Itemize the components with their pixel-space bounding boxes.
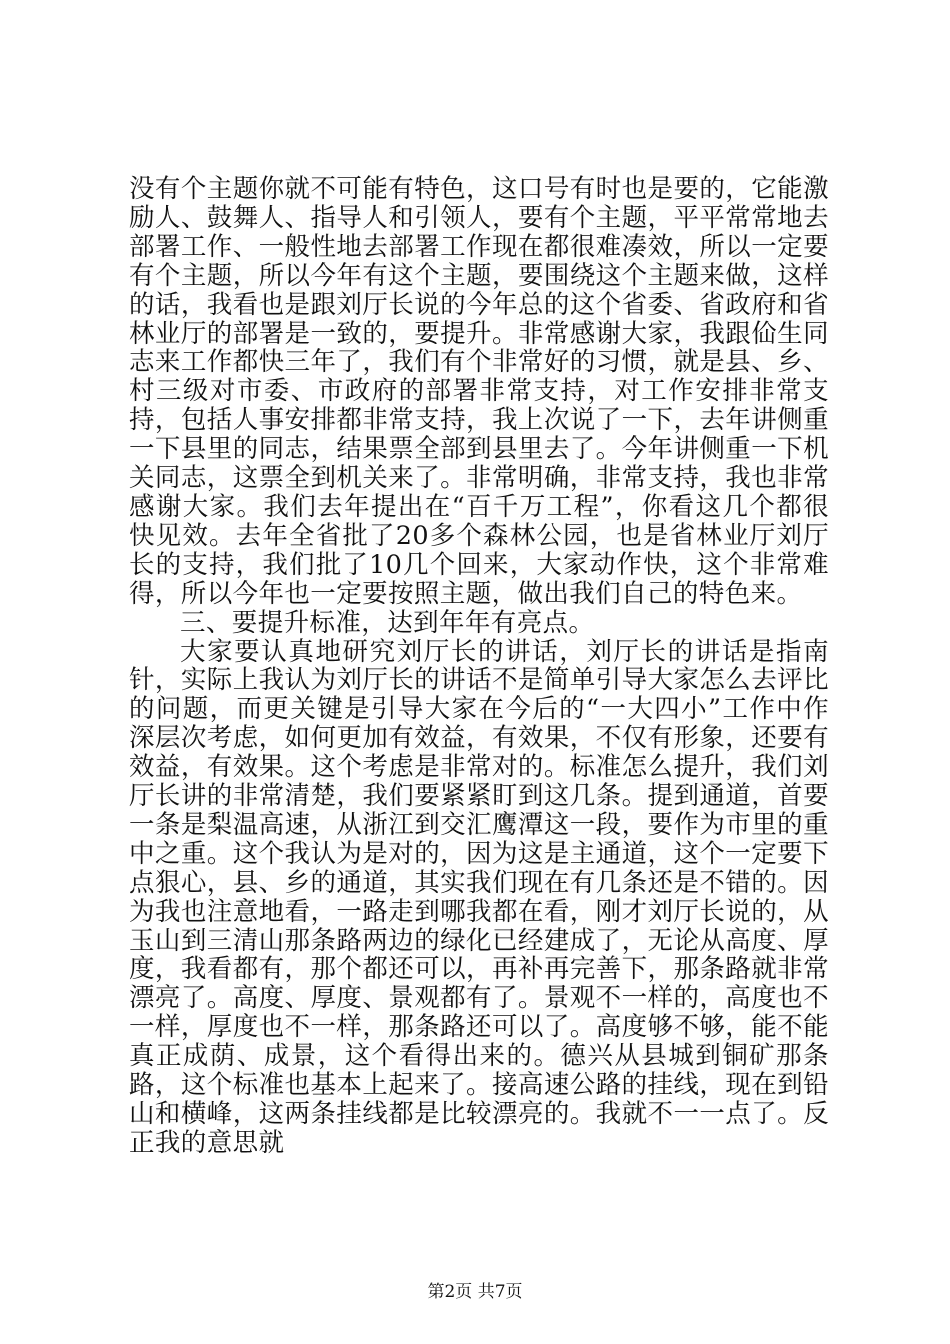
section-heading: 三、要提升标准，达到年年有亮点。 [180, 607, 595, 638]
page-number-footer: 第2页 共7页 [427, 1282, 523, 1302]
paragraph-body: 大家要认真地研究刘厅长的讲话，刘厅长的讲话是指南针，实际上我认为刘厅长的讲话不是简单引导大家怎么去评比的问题，而更关键是引导大家在今后的“一大四小”工作中作深层次考虑，如何更加有效益，有效果，不仅有形象，还要有效益，有效果。这个考虑是非常对的。标准怎么提升，我们刘厅长讲的非常清楚，我们要紧紧盯到这几条。提到通道，首要一条是梨温高速，从浙江到交汇鹰潭这一段，要作为市里的重中之重。这个我认为是对的，因为这是主通道，这个一定要下点狠心，县、乡的通道，其实我们现在有几条还是不错的。因为我也注意地看，一路走到哪我都在看，刚才刘厅长说的，从玉山到三清山那条路两边的绿化已经建成了，无论从高度、厚度，我看都有，那个都还可以，再补再完善下，那条路就非常漂亮了。高度、厚度、景观都有了。景观不一样的，高度也不一样，厚度也不一样，那条路还可以了。高度够不够，能不能真正成荫、成景，这个看得出来的。德兴从县城到铜矿那条路，这个标准也基本上起来了。接高速公路的挂线，现在到铅山和横峰，这两条挂线都是比较漂亮的。我就不一一点了。反正我的意思就 [129, 636, 829, 1158]
paragraph-continuation: 没有个主题你就不可能有特色，这口号有时也是要的，它能激励人、鼓舞人、指导人和引领人，要有个主题，平平常常地去部署工作、一般性地去部署工作现在都很难凑效，所以一定要有个主题，所以今年有这个主题，要围绕这个主题来做，这样的话，我看也是跟刘厅长说的今年总的这个省委、省政府和省林业厅的部署是一致的，要提升。非常感谢大家，我跟佡生同志来工作都快三年了，我们有个非常好的习惯，就是县、乡、村三级对市委、市政府的部署非常支持，对工作安排非常支持，包括人事安排都非常支持，我上次说了一下，去年讲侧重一下县里的同志，结果票全部到县里去了。今年讲侧重一下机关同志，这票全到机关来了。非常明确，非常支持，我也非常感谢大家。我们去年提出在“百千万工程”，你看这几个都很快见效。去年全省批了20多个森林公园，也是省林业厅刘厅长的支持，我们批了10几个回来，大家动作快，这个非常难得，所以今年也一定要按照主题，做出我们自己的特色来。 [129, 174, 829, 609]
document-body [129, 175, 829, 1158]
